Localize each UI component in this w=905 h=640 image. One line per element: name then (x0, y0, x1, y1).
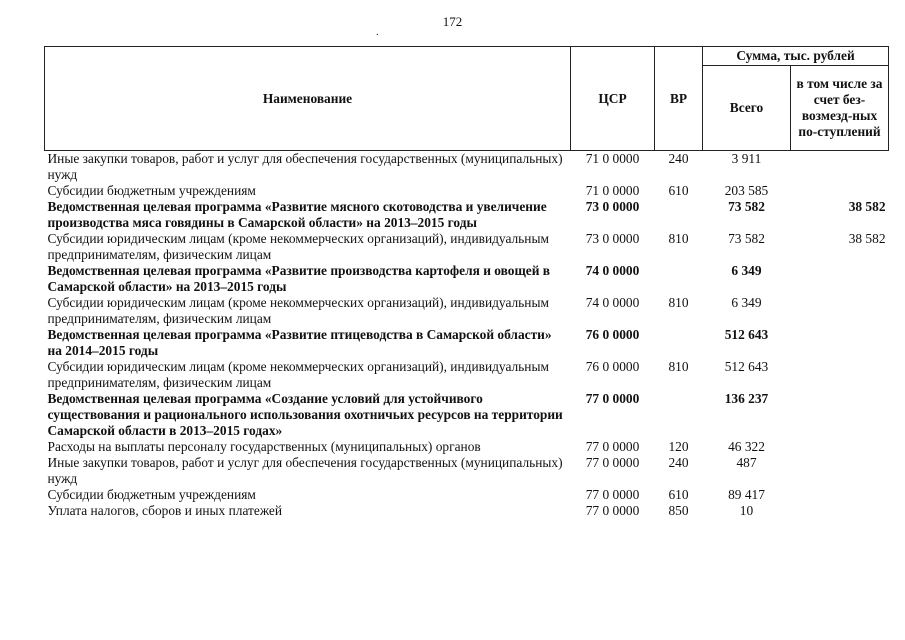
row-vr: 120 (668, 439, 689, 454)
row-total: 6 349 (731, 263, 762, 278)
row-total: 6 349 (731, 295, 762, 310)
table-row (45, 439, 889, 455)
row-vr (655, 327, 703, 359)
row-csr: 77 0 0000 (585, 391, 640, 406)
budget-table (44, 46, 889, 519)
row-vr: 240 (668, 455, 689, 470)
row-vr: 810 (668, 359, 689, 374)
table-row (45, 231, 889, 263)
row-grants: 38 582 (848, 199, 886, 214)
row-csr: 77 0 0000 (585, 487, 640, 502)
row-total: 89 417 (728, 487, 765, 502)
row-name: Субсидии бюджетным учреждениям (47, 183, 256, 198)
table-row (45, 263, 889, 295)
table-row (45, 455, 889, 487)
row-vr (655, 263, 703, 295)
row-vr: 240 (668, 151, 689, 166)
row-vr: 610 (668, 183, 689, 198)
row-csr: 73 0 0000 (585, 199, 640, 214)
row-vr (655, 391, 703, 439)
header-sum: Сумма, тыс. рублей (703, 47, 889, 66)
row-vr: 850 (668, 503, 689, 518)
row-total: 512 643 (724, 359, 769, 374)
table-row (45, 487, 889, 503)
page-number: 172 (442, 14, 463, 29)
row-grants (791, 439, 889, 455)
row-csr: 71 0 0000 (585, 183, 640, 198)
row-name: Иные закупки товаров, работ и услуг для обеспечения государственных (муниципальных) нужд (47, 455, 563, 486)
table-body (45, 151, 889, 520)
header-csr: ЦСР (571, 47, 655, 151)
row-csr: 73 0 0000 (585, 231, 640, 246)
row-csr: 76 0 0000 (585, 359, 640, 374)
row-total: 487 (736, 455, 757, 470)
row-name: Субсидии бюджетным учреждениям (47, 487, 256, 502)
row-grants (791, 503, 889, 519)
row-grants (791, 263, 889, 295)
table-header (45, 47, 889, 151)
row-total: 73 582 (728, 231, 765, 246)
row-csr: 77 0 0000 (585, 455, 640, 470)
row-total: 10 (739, 503, 754, 518)
row-grants (791, 151, 889, 184)
row-grants (791, 359, 889, 391)
row-grants (791, 487, 889, 503)
row-csr: 74 0 0000 (585, 295, 640, 310)
row-name: Ведомственная целевая программа «Создание условий для устойчивого существования и рационального использования охотничьих ресурсов на территории Самарской области в 2013–2015 годах» (47, 391, 563, 438)
row-grants (791, 391, 889, 439)
row-name: Субсидии юридическим лицам (кроме некоммерческих организаций), индивидуальным предпринимателям, физическим лицам (47, 295, 549, 326)
row-name: Ведомственная целевая программа «Развитие мясного скотоводства и увеличение производства мяса говядины в Самарской области» на 2013–2015 годы (47, 199, 547, 230)
header-name: Наименование (45, 47, 571, 151)
row-total: 46 322 (728, 439, 765, 454)
table-row (45, 183, 889, 199)
header-total: Всего (703, 66, 791, 151)
header-grants: в том числе за счет без-возмезд-ных по-ступлений (791, 66, 889, 151)
table-row (45, 295, 889, 327)
table-row (45, 391, 889, 439)
row-csr: 77 0 0000 (585, 503, 640, 518)
row-total: 136 237 (724, 391, 769, 406)
table-row (45, 327, 889, 359)
row-total: 73 582 (728, 199, 765, 214)
row-csr: 76 0 0000 (585, 327, 640, 342)
row-grants (791, 455, 889, 487)
table-row (45, 503, 889, 519)
row-csr: 74 0 0000 (585, 263, 640, 278)
row-name: Иные закупки товаров, работ и услуг для обеспечения государственных (муниципальных) нужд (47, 151, 563, 182)
row-grants (791, 183, 889, 199)
scan-dot: . (376, 27, 379, 38)
table-row (45, 359, 889, 391)
row-name: Ведомственная целевая программа «Развитие производства картофеля и овощей в Самарской области» на 2013–2015 годы (47, 263, 551, 294)
row-vr: 810 (668, 231, 689, 246)
header-vr: ВР (655, 47, 703, 151)
row-vr (655, 199, 703, 231)
table-row (45, 199, 889, 231)
row-vr: 610 (668, 487, 689, 502)
row-grants (791, 327, 889, 359)
row-csr: 77 0 0000 (585, 439, 640, 454)
row-total: 203 585 (724, 183, 769, 198)
row-csr: 71 0 0000 (585, 151, 640, 166)
row-name: Расходы на выплаты персоналу государственных (муниципальных) органов (47, 439, 481, 454)
row-grants: 38 582 (848, 231, 886, 246)
row-name: Субсидии юридическим лицам (кроме некоммерческих организаций), индивидуальным предпринимателям, физическим лицам (47, 231, 549, 262)
row-grants (791, 295, 889, 327)
row-total: 512 643 (724, 327, 769, 342)
row-total: 3 911 (731, 151, 762, 166)
table-row (45, 151, 889, 184)
row-name: Уплата налогов, сборов и иных платежей (47, 503, 283, 518)
row-name: Ведомственная целевая программа «Развитие птицеводства в Самарской области» на 2014–2015 годы (47, 327, 552, 358)
row-vr: 810 (668, 295, 689, 310)
row-name: Субсидии юридическим лицам (кроме некоммерческих организаций), индивидуальным предпринимателям, физическим лицам (47, 359, 549, 390)
